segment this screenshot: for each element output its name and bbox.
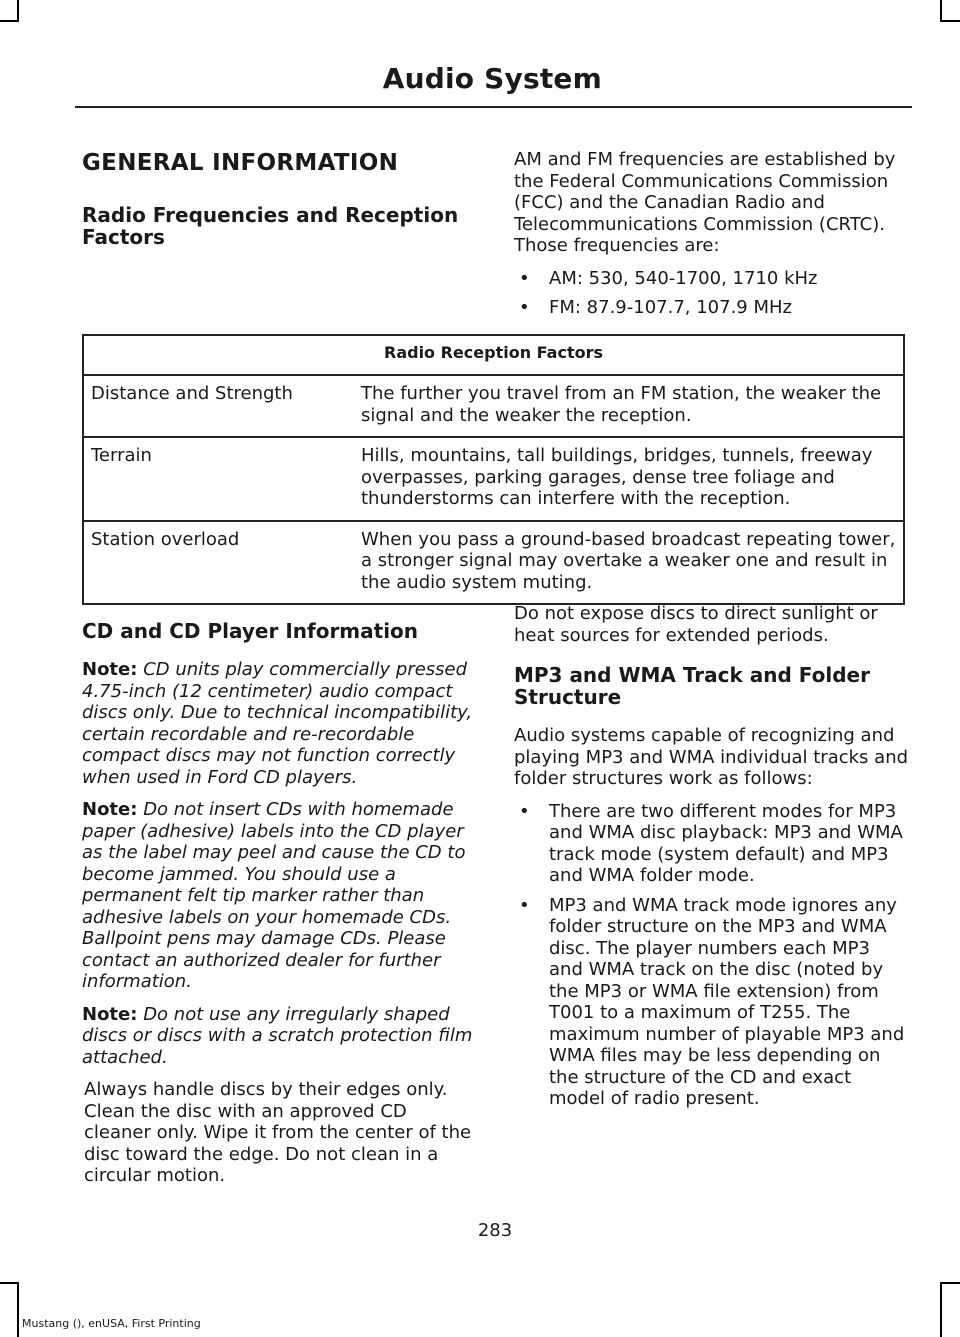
crop-mark-bottom-left [17,1282,19,1337]
radio-reception-factors-table [82,334,905,605]
note [82,799,477,993]
note-label: Note: [82,659,138,680]
table-cell-factor: Terrain [83,437,354,521]
mp3-list [514,801,909,1110]
list-item: • AM: 530, 540-1700, 1710 kHz [514,268,909,290]
crop-mark-bottom-right-h [940,1282,960,1284]
mp3-heading: MP3 and WMA Track and Folder Structure [514,663,870,709]
table-row [83,521,904,605]
page-header-title: Audio System [382,62,602,95]
list-item: • FM: 87.9-107.7, 107.9 MHz [514,297,909,319]
table-title: Radio Reception Factors [83,335,904,375]
sunlight-text: Do not expose discs to direct sunlight or heat sources for extended periods. [514,603,878,646]
edition-footer: Mustang (), enUSA, First Printing [22,1317,201,1330]
list-item: • There are two different modes for MP3 and WMA disc playback: MP3 and WMA track mode (system default) and MP3 and WMA folder mode. [514,801,909,887]
note-label: Note: [82,799,138,820]
disc-handling-text: Always handle discs by their edges only. Clean the disc with an approved CD cleaner only. Wipe it from the center of the disc toward the edge. Do not clean in a circular motion. [84,1079,472,1186]
note [82,1004,477,1069]
crop-mark-top-left [17,0,19,22]
frequency-column [514,149,909,327]
crop-mark-bottom-right [940,1282,942,1337]
section-heading: GENERAL INFORMATION [82,150,399,176]
header-divider [75,106,912,108]
cd-heading: CD and CD Player Information [82,619,419,643]
table-row [83,437,904,521]
general-info-column [82,150,482,265]
list-item: • MP3 and WMA track mode ignores any folder structure on the MP3 and WMA disc. The player numbers each MP3 and WMA track on the disc (noted by the MP3 or WMA file extension) from T001 to a maximum of T255. The maximum number of playable MP3 and WMA files may be less depending on the structure of the CD and exact model of radio present. [514,895,909,1110]
note-label: Note: [82,1003,138,1025]
note-text: CD units play commercially pressed 4.75-inch (12 centimeter) audio compact discs only. Due to technical incompatibility, certain recordable and re-recordable compact discs may not function correctly when used in Ford CD players. [82,659,473,788]
frequency-intro: AM and FM frequencies are established by the Federal Communications Commission (FCC) and the Canadian Radio and Telecommunications Commission (CRTC). Those frequencies are: [514,149,896,256]
frequency-list [514,268,909,319]
crop-mark-top-left-h [0,20,19,22]
table-row [83,375,904,437]
crop-mark-bottom-left-h [0,1282,19,1284]
note-text: Do not use any irregularly shaped discs or discs with a scratch protection film attached. [82,1003,473,1068]
subsection-heading: Radio Frequencies and Reception Factors [82,203,459,249]
mp3-intro: Audio systems capable of recognizing and playing MP3 and WMA individual tracks and folder structures work as follows: [514,725,909,789]
table-cell-description: The further you travel from an FM station, the weaker the signal and the weaker the reception. [354,375,904,437]
crop-mark-top-right-h [940,20,960,22]
note-text: Do not insert CDs with homemade paper (adhesive) labels into the CD player as the label may peel and cause the CD to become jammed. You should use a permanent felt tip marker rather than adhesive labels on your homemade CDs. Ballpoint pens may damage CDs. Please contact an authorized dealer for further information. [82,799,466,992]
crop-mark-top-right [940,0,942,22]
table-cell-factor: Distance and Strength [83,375,354,437]
note [82,659,477,788]
table-cell-description: Hills, mountains, tall buildings, bridges, tunnels, freeway overpasses, parking garages, dense tree foliage and thunderstorms can interfere with the reception. [354,437,904,521]
table-cell-description: When you pass a ground-based broadcast repeating tower, a stronger signal may overtake a weaker one and result in the audio system muting. [354,521,904,605]
mp3-column [514,603,909,1118]
page-number: 283 [477,1220,513,1241]
table-cell-factor: Station overload [83,521,354,605]
cd-info-column [82,620,477,1198]
